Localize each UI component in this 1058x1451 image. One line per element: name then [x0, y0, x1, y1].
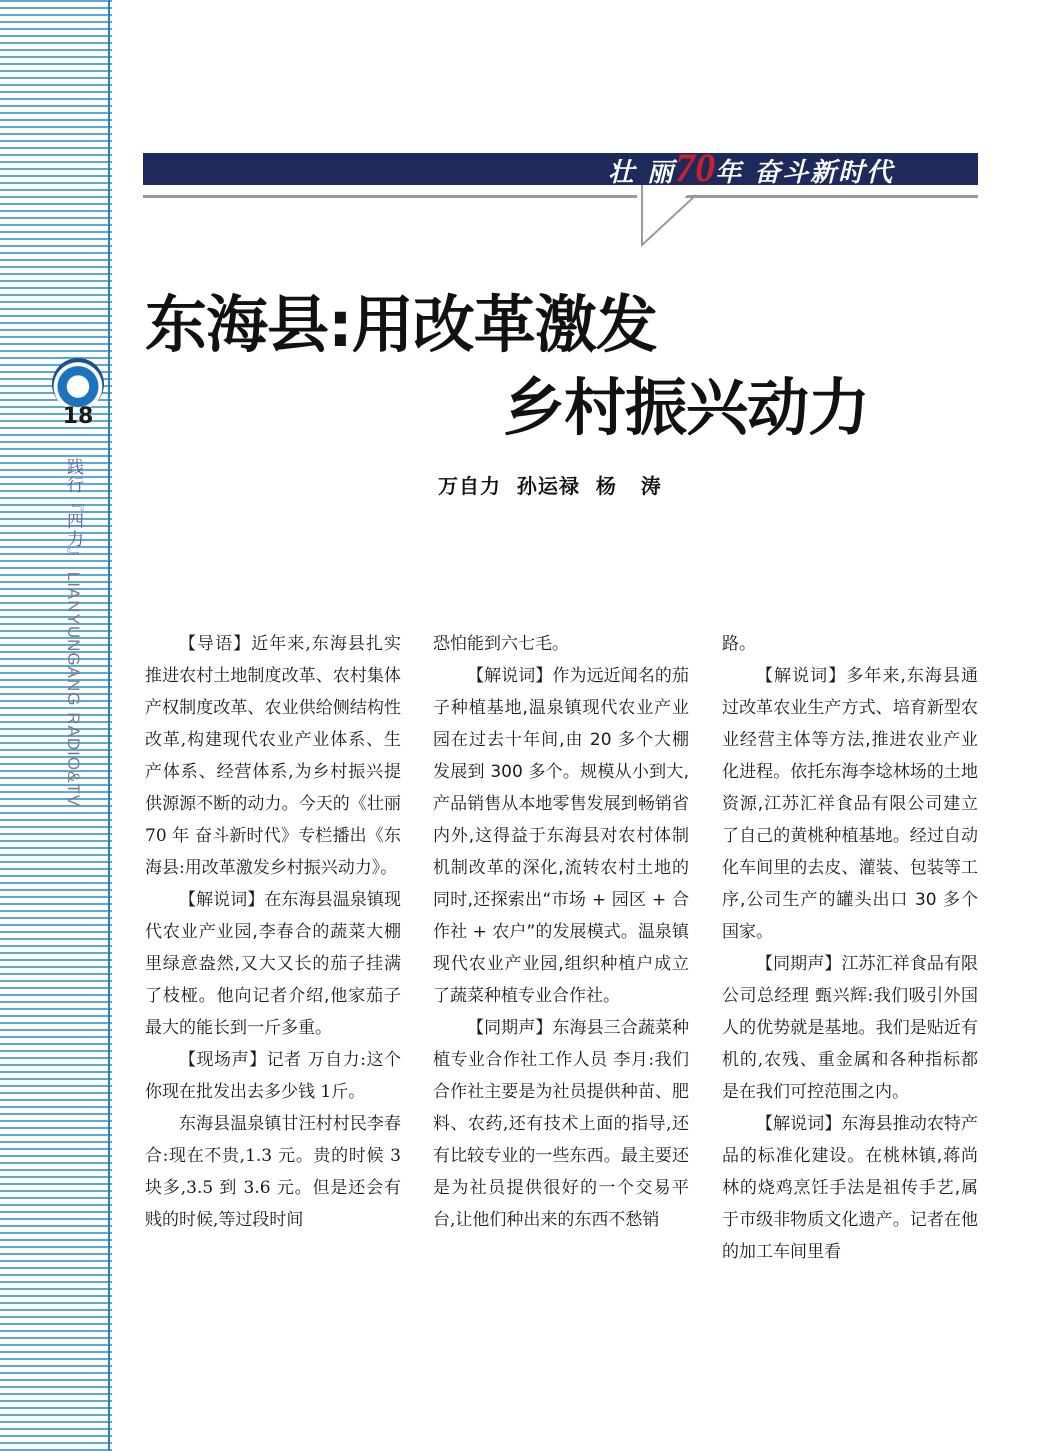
paragraph: 【解说词】作为远近闻名的茄子种植基地,温泉镇现代农业产业园在过去十年间,由 20 多个大棚发展到 300 多个。规模从小到大,产品销售从本地零售发展到畅销省内外,这得益于东海县对农村体制机制改革的深化,流转农村土地的同时,还探索出“市场 + 园区 + 合作社 + 农户”的发展模式。温泉镇现代农业产业园,组织种植户成立了蔬菜种植专业合作社。	[433, 666, 689, 1006]
paragraph: 东海县温泉镇甘汪村村民李春合:现在不贵,1.3 元。贵的时候 3 块多,3.5 到 3.6 元。但是还会有贱的时候,等过段时间	[145, 1114, 401, 1230]
section-label-cn: 践行『四力』	[64, 458, 83, 566]
paragraph: 【导语】近年来,东海县扎实推进农村土地制度改革、农村集体产权制度改革、农业供给侧结构性改革,构建现代农业产业体系、生产体系、经营体系,为乡村振兴提供源源不断的动力。今天的《壮丽 70 年 奋斗新时代》专栏播出《东海县:用改革激发乡村振兴动力》。	[145, 634, 401, 878]
left-stripe-margin	[0, 0, 112, 1451]
banner-text-a: 壮	[608, 158, 637, 188]
header-rule	[143, 195, 978, 198]
paragraph: 【解说词】多年来,东海县通过改革农业生产方式、培育新型农业经营主体等方法,推进农业产业化进程。依托东海李埝林场的土地资源,江苏汇祥食品有限公司建立了自己的黄桃种植基地。经过自动化车间里的去皮、灌装、包装等工序,公司生产的罐头出口 30 多个国家。	[722, 666, 978, 942]
banner-title	[608, 144, 895, 190]
paragraph: 【解说词】在东海县温泉镇现代农业产业园,李春合的蔬菜大棚里绿意盎然,又大又长的茄子挂满了枝桠。他向记者介绍,他家茄子最大的能长到一斤多重。	[145, 890, 401, 1038]
banner-text-c: 年 奋斗新时代	[715, 158, 895, 188]
article-byline: 万自力 孙运禄 杨 涛	[438, 474, 662, 498]
page-number: 18	[62, 404, 94, 429]
article-title-line2: 乡村振兴动力	[503, 371, 870, 444]
text-column-1	[145, 628, 401, 1236]
banner-notch-shape	[636, 185, 696, 249]
stripe-edge-line	[108, 0, 110, 1451]
text-column-2	[433, 628, 689, 1236]
paragraph: 恐怕能到六七毛。	[433, 634, 569, 654]
paragraph: 路。	[722, 634, 756, 654]
paragraph: 【现场声】记者 万自力:这个你现在批发出去多少钱 1斤。	[145, 1050, 401, 1102]
paragraph: 【同期声】江苏汇祥食品有限公司总经理 甄兴辉:我们吸引外国人的优势就是基地。我们是贴近有机的,农残、重金属和各种指标都是在我们可控范围之内。	[722, 954, 978, 1102]
page-badge-icon	[52, 358, 104, 410]
article-title-line1: 东海县:用改革激发	[145, 288, 657, 361]
banner-number: 70	[675, 145, 716, 190]
paragraph: 【解说词】东海县推动农特产品的标准化建设。在桃林镇,蒋尚林的烧鸡烹饪手法是祖传手艺,属于市级非物质文化遗产。记者在他的加工车间里看	[722, 1114, 978, 1262]
section-label	[62, 458, 86, 807]
paragraph: 【同期声】东海县三合蔬菜种植专业合作社工作人员 李月:我们合作社主要是为社员提供种苗、肥料、农药,还有技术上面的指导,还有比较专业的一些东西。最主要还是为社员提供很好的一个交易平台,让他们种出来的东西不愁销	[433, 1018, 689, 1230]
banner-text-b: 丽	[647, 158, 676, 188]
section-label-en: LIANYUNGANG RADIO&TV	[64, 571, 83, 808]
text-column-3	[722, 628, 978, 1268]
